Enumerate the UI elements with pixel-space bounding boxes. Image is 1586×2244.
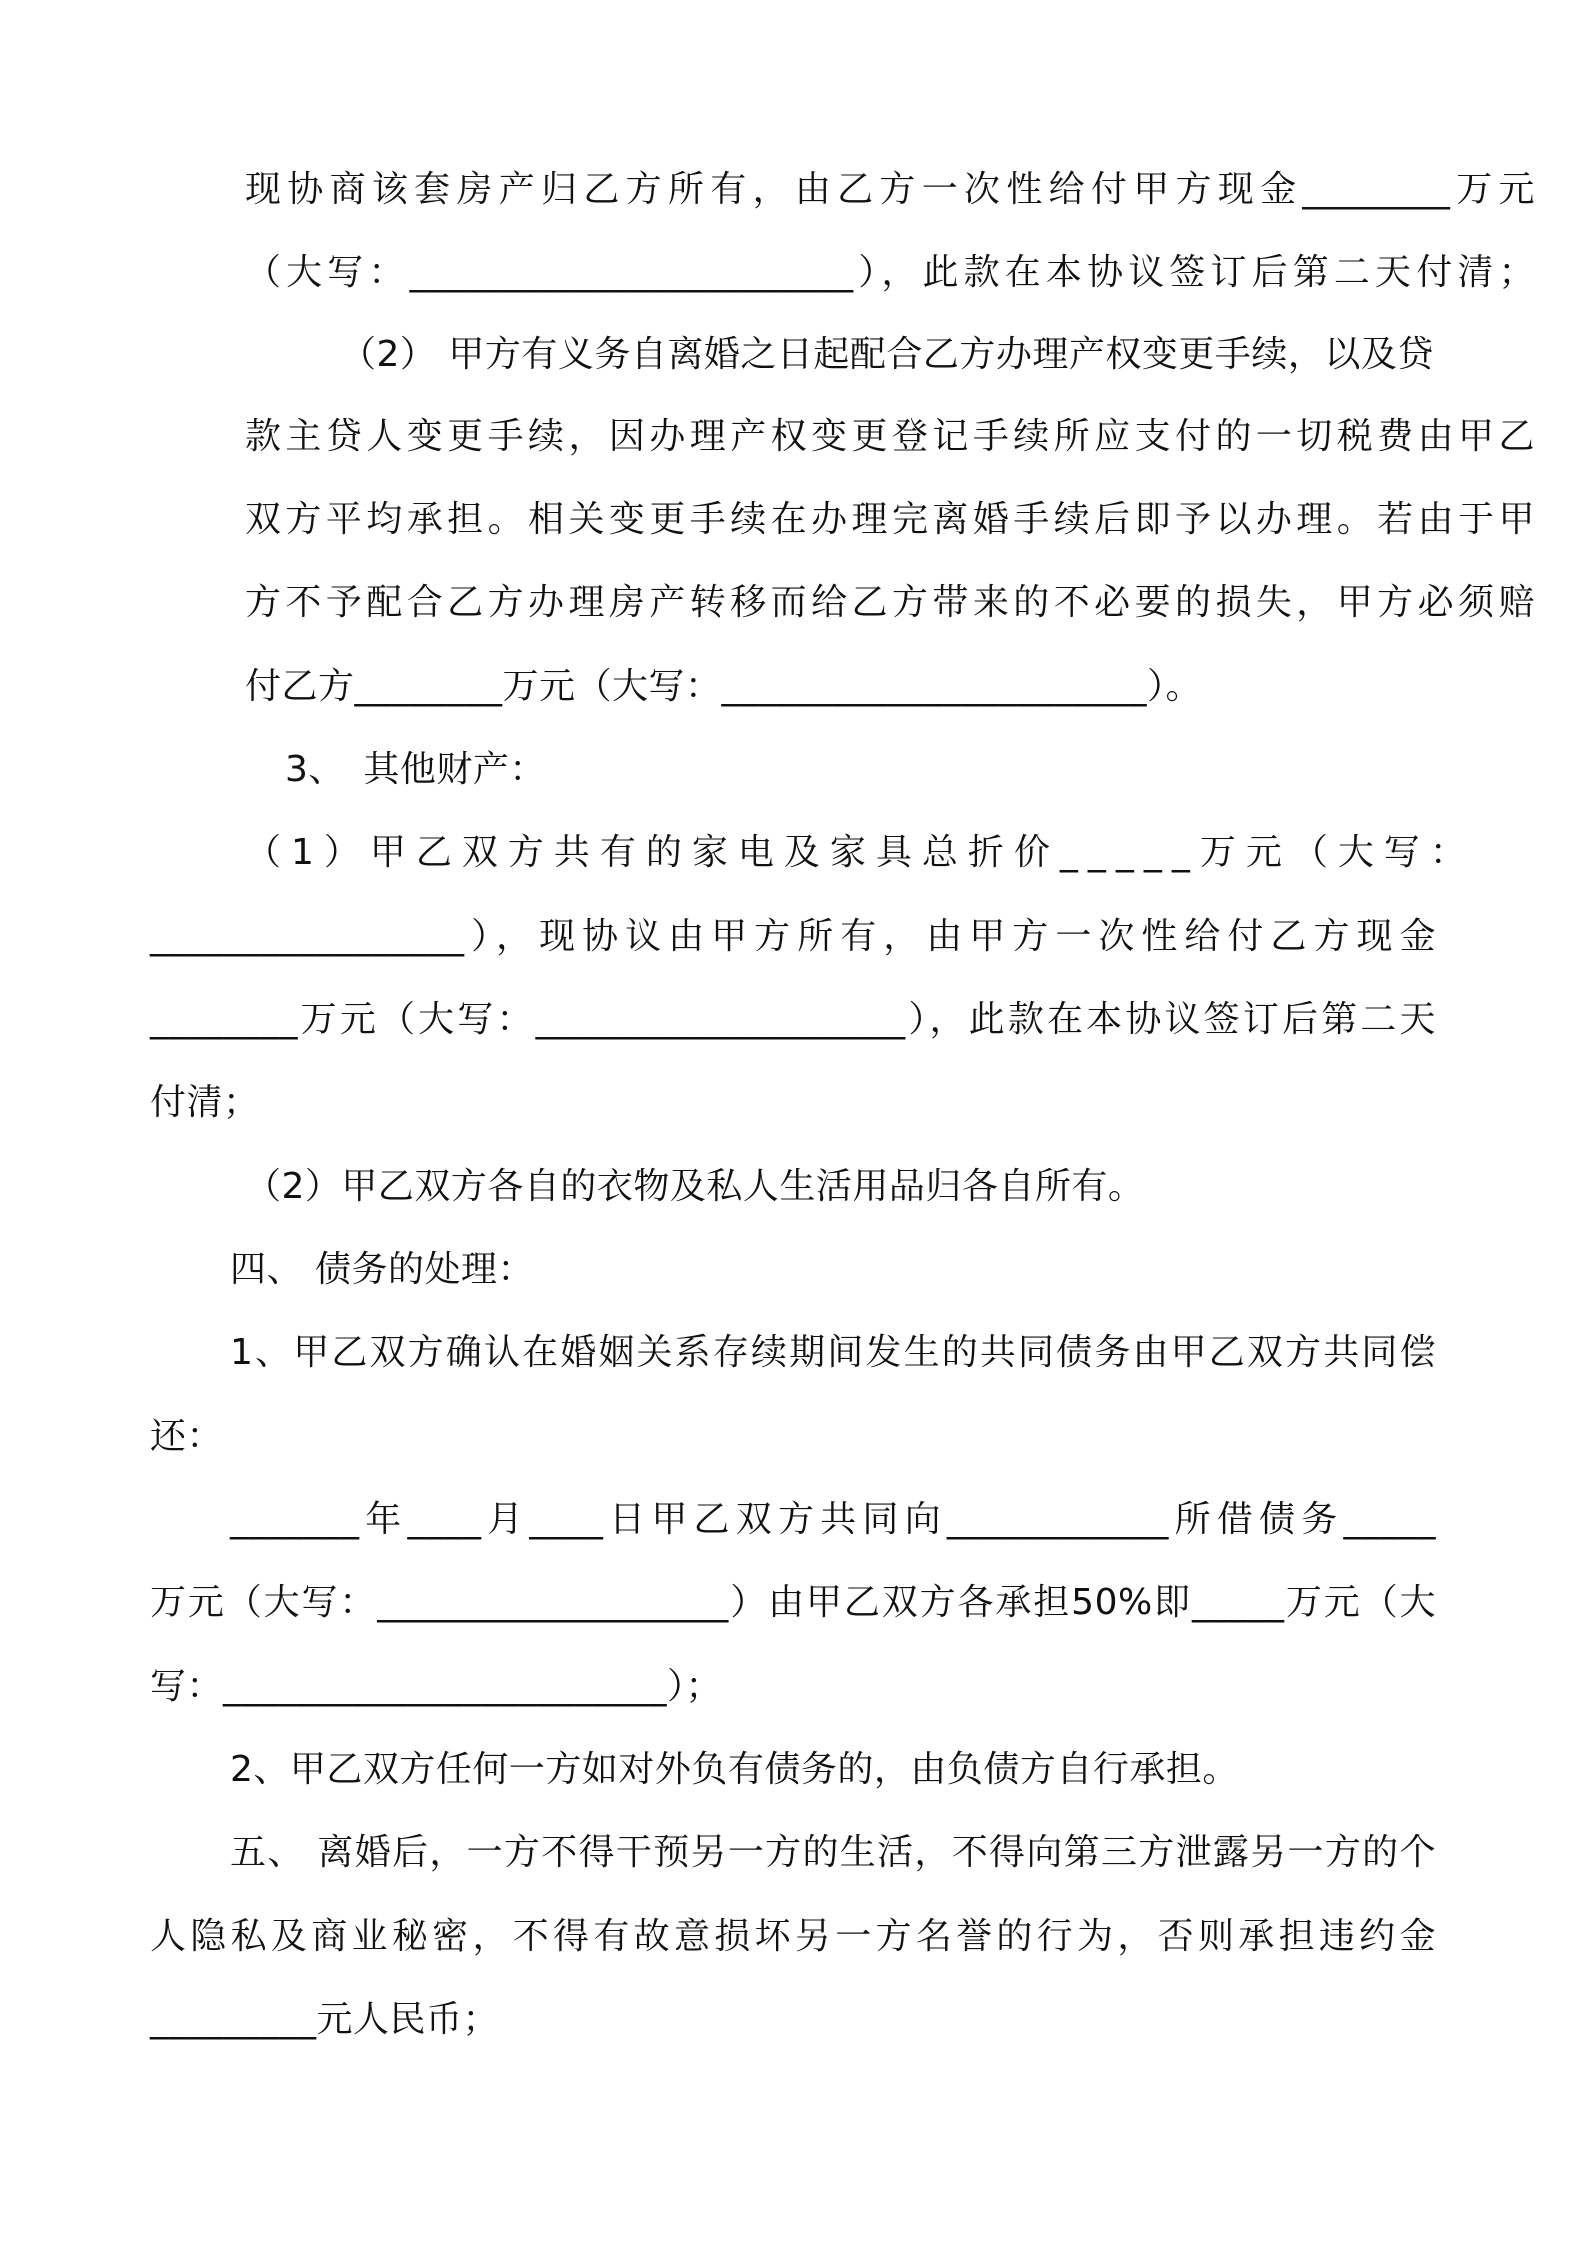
text-line-23: _________元人民币； [150,1999,500,2040]
text-line-16: 还： [150,1416,224,1457]
text-line-9: （1）甲乙双方共有的家电及家具总折价_____万元（大写： [245,832,1476,873]
text-line-5: 双方平均承担。相关变更手续在办理完离婚手续后即予以办理。若由于甲 [245,499,1535,540]
text-line-3: （2） 甲方有义务自离婚之日起配合乙方办理产权变更手续，以及贷 [340,334,1434,375]
text-line-19: 写：________________________）； [150,1666,722,1707]
text-line-13: （2）甲乙双方各自的衣物及私人生活用品归各自所有。 [245,1166,1145,1207]
text-line-1: 现协商该套房产归乙方所有，由乙方一次性给付甲方现金________万元 [245,169,1535,210]
text-line-17: _______年____月____日甲乙双方共同向____________所借债务_____ [230,1499,1436,1540]
text-line-6: 方不予配合乙方办理房产转移而给乙方带来的不必要的损失，甲方必须赔 [245,582,1535,623]
text-line-8: 3、 其他财产： [285,749,546,790]
text-line-7: 付乙方________万元（大写：_______________________）。 [245,666,1203,707]
text-line-10: _________________），现协议由甲方所有，由甲方一次性给付乙方现金 [150,916,1436,957]
text-line-4: 款主贷人变更手续，因办理产权变更登记手续所应支付的一切税费由甲乙 [245,416,1535,457]
text-line-14: 四、 债务的处理： [230,1249,534,1290]
text-line-15: 1、甲乙双方确认在婚姻关系存续期间发生的共同债务由甲乙双方共同偿 [230,1332,1436,1373]
text-line-18: 万元（大写：___________________）由甲乙双方各承担50%即_____万元（大 [150,1582,1436,1623]
text-line-21: 五、 离婚后，一方不得干预另一方的生活，不得向第三方泄露另一方的个 [230,1832,1436,1873]
text-line-11: ________万元（大写：____________________），此款在本协议签订后第二天 [150,999,1436,1040]
text-line-20: 2、甲乙双方任何一方如对外负有债务的，由负债方自行承担。 [230,1749,1239,1790]
text-line-2: （大写：________________________），此款在本协议签订后第二天付清； [245,252,1535,293]
text-line-22: 人隐私及商业秘密，不得有故意损坏另一方名誉的行为，否则承担违约金 [150,1916,1436,1957]
text-line-12: 付清； [150,1082,260,1123]
